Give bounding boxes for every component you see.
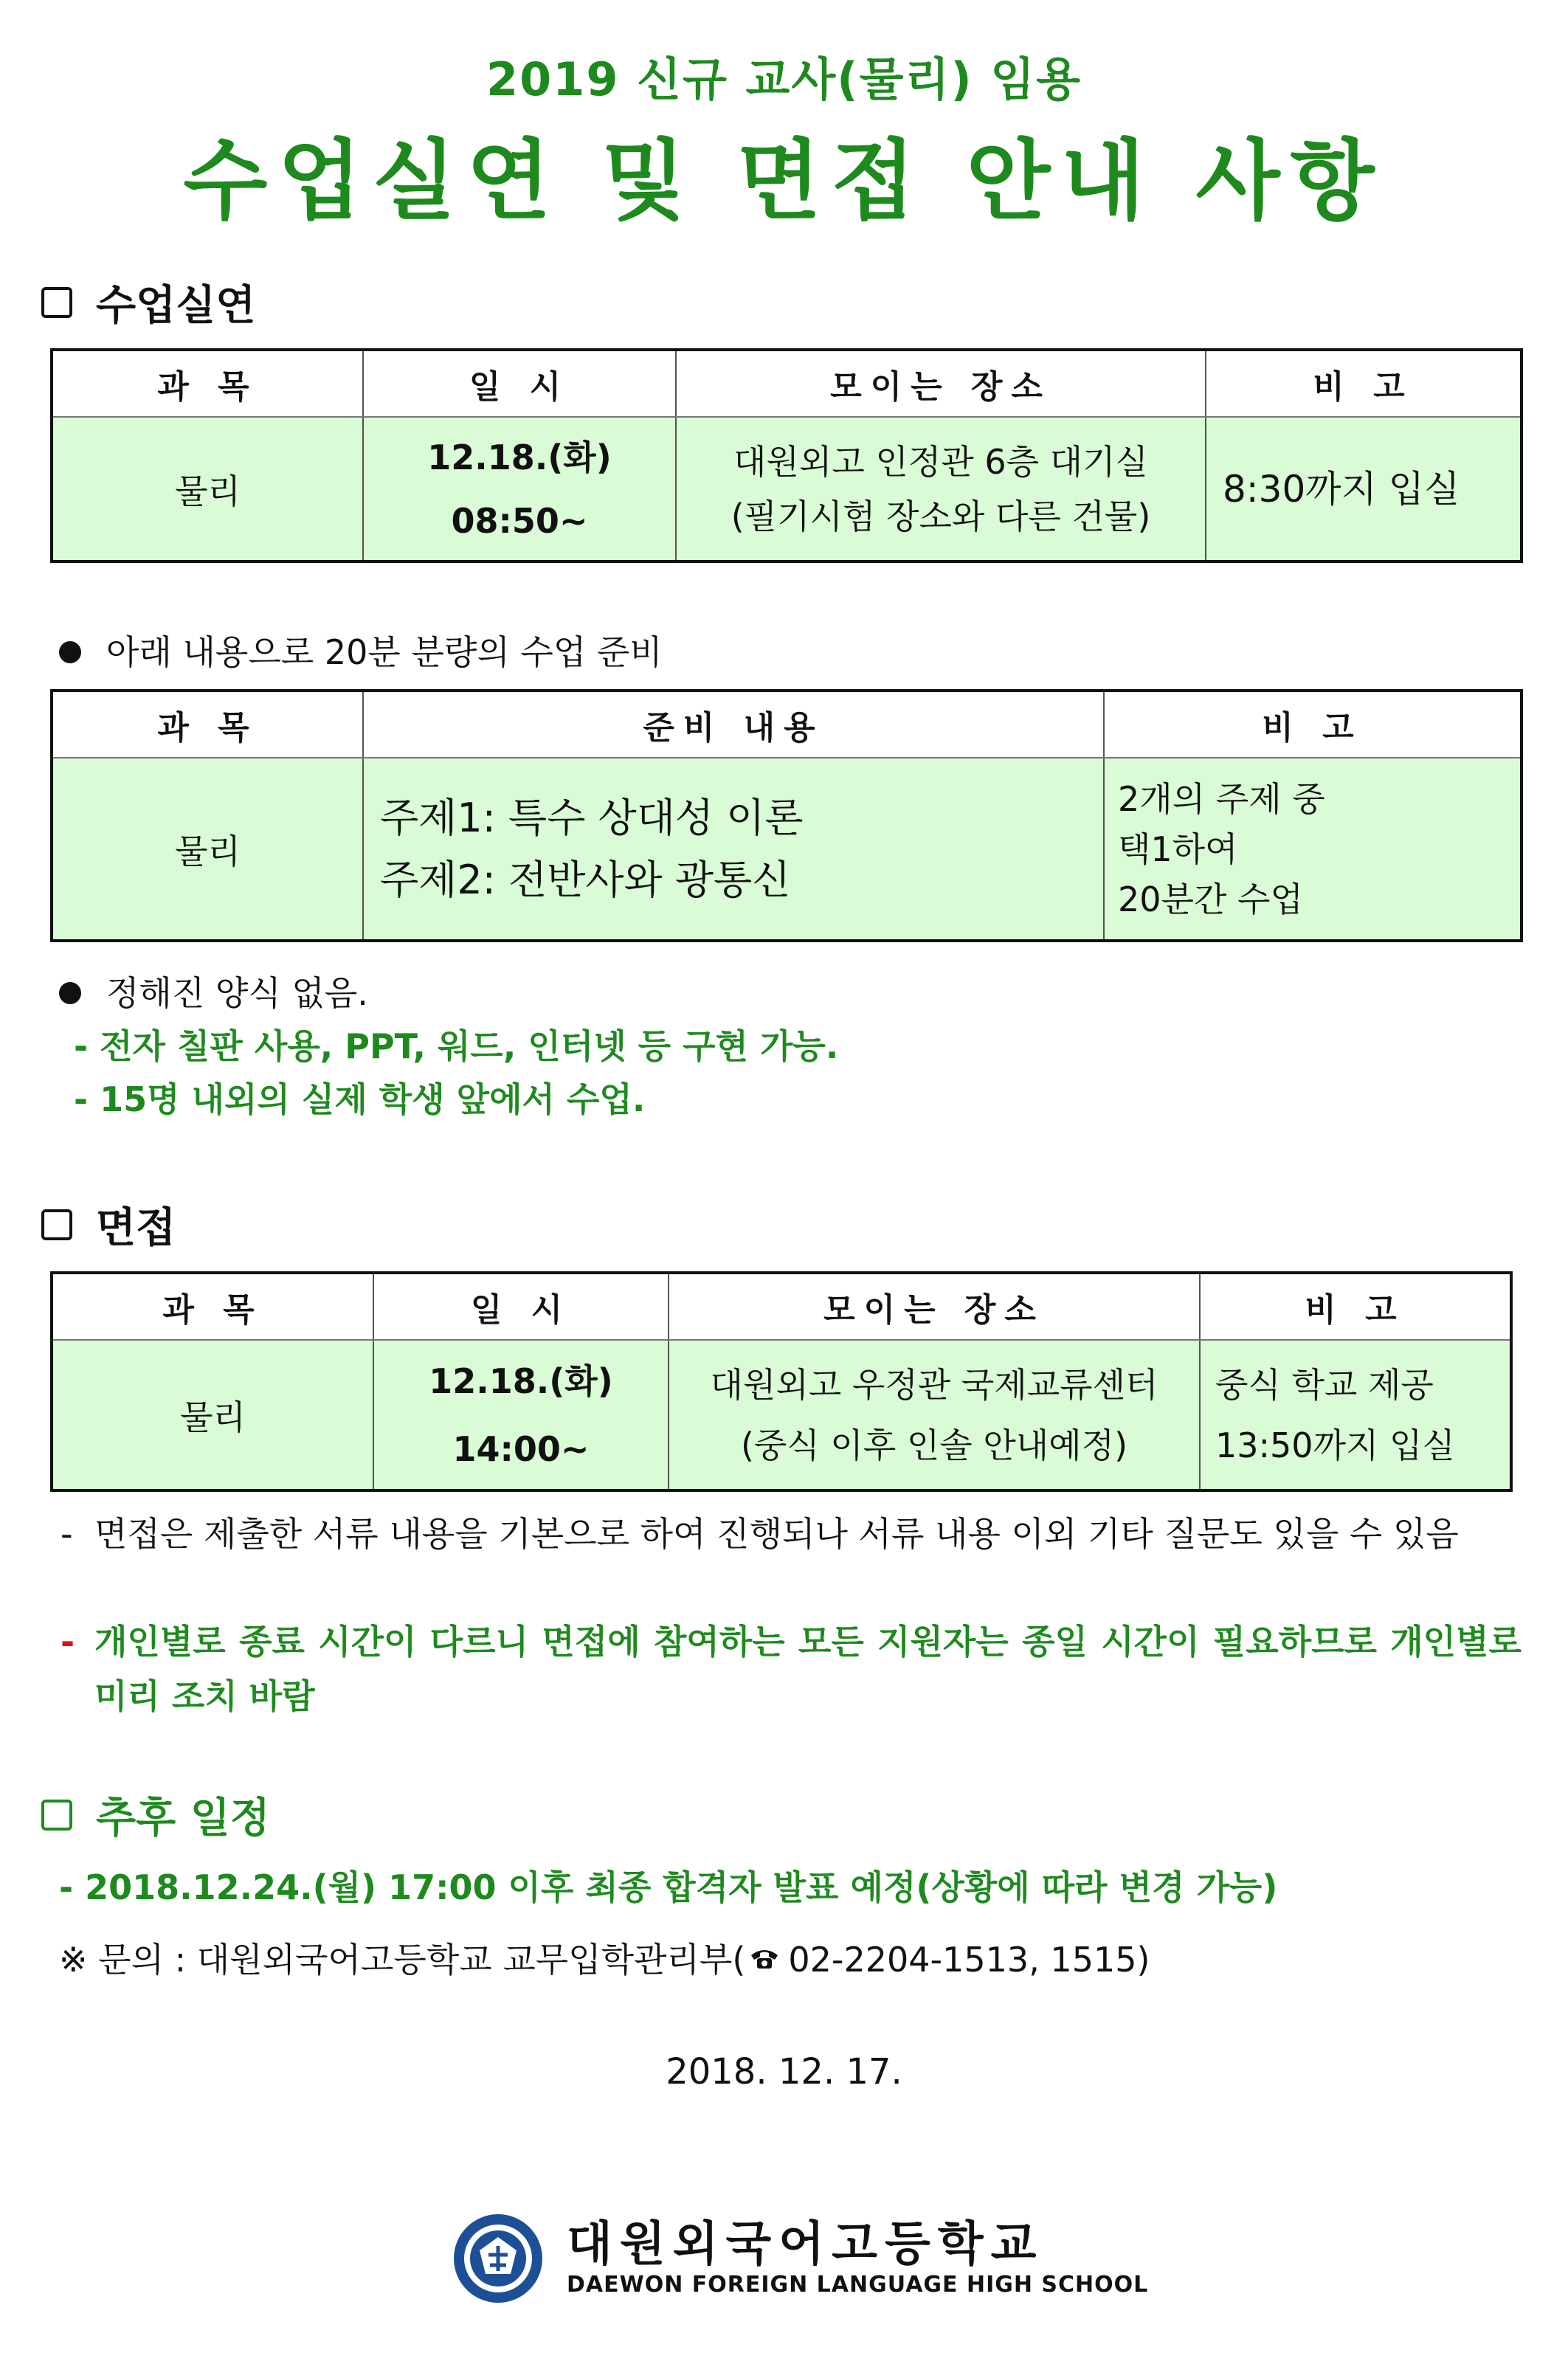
note-line: 2개의 주제 중: [1118, 778, 1325, 819]
contact-line: [59, 1933, 1150, 1982]
place-line: (필기시험 장소와 다른 건물): [731, 496, 1151, 536]
table-header-row: [52, 350, 1522, 417]
time-text: 14:00~: [452, 1428, 590, 1469]
school-name-en: DAEWON FOREIGN LANGUAGE HIGH SCHOOL: [567, 2272, 1149, 2298]
header-subject: 과 목: [52, 1273, 373, 1340]
contact-prefix: ※ 문의 : 대원외국어고등학교 교무입학관리부(: [59, 1940, 746, 1980]
section-heading-demo: [41, 273, 255, 332]
date-text: 12.18.(화): [429, 1361, 613, 1401]
section-title: 추후 일정: [96, 1794, 270, 1842]
document-date: 2018. 12. 17.: [666, 2051, 902, 2092]
date-text: 12.18.(화): [427, 437, 612, 477]
format-note-text: 정해진 양식 없음.: [106, 973, 368, 1013]
telephone-icon: [748, 1940, 781, 1980]
place-cell: [676, 417, 1206, 561]
format-note: [59, 967, 368, 1015]
table-header-row: [52, 1273, 1511, 1340]
place-cell: [669, 1340, 1200, 1490]
table-row: [52, 1340, 1511, 1490]
subject-cell: 물리: [52, 1340, 373, 1490]
school-logo: [452, 2212, 1148, 2305]
place-line: 대원외고 인정관 6층 대기실: [733, 441, 1148, 482]
schedule-item: - 2018.12.24.(월) 17:00 이후 최종 합격자 발표 예정(상황에 따라 변경 가능): [59, 1867, 1278, 1907]
dash-marker: -: [61, 1622, 75, 1662]
header-place: 모이는 장소: [676, 350, 1206, 417]
subject-cell: 물리: [52, 758, 363, 941]
datetime-cell: [373, 1340, 669, 1490]
note-cell: [1200, 1340, 1511, 1490]
header-datetime: 일 시: [363, 350, 676, 417]
school-name-ko: 대원외국어고등학교: [567, 2217, 1044, 2272]
header-datetime: 일 시: [373, 1273, 669, 1340]
note-text: 개인별로 종료 시간이 다르니 면접에 참여하는 모든 지원자는 종일 시간이 필요하므로 개인별로 미리 조치 바람: [94, 1622, 1522, 1716]
page-title: 수업실연 및 면접 안내 사항: [183, 130, 1385, 232]
header-place: 모이는 장소: [669, 1273, 1200, 1340]
table-header-row: [52, 691, 1522, 758]
dash-marker: -: [61, 1514, 73, 1554]
interview-table: [50, 1271, 1513, 1492]
header-note: 비 고: [1206, 350, 1522, 417]
bullet-icon: [59, 641, 81, 663]
table-row: [52, 758, 1522, 941]
note-line: 중식 학교 제공: [1215, 1364, 1434, 1405]
table-row: [52, 417, 1522, 561]
contact-phone: 02-2204-1513, 1515): [788, 1940, 1150, 1980]
note-line: 20분간 수업: [1118, 879, 1303, 919]
prep-table: [50, 689, 1523, 942]
subtitle: 2019 신규 교사(물리) 임용: [486, 52, 1082, 106]
header-subject: 과 목: [52, 350, 363, 417]
header-note: 비 고: [1104, 691, 1522, 758]
checkbox-icon: [41, 287, 72, 318]
demo-table: [50, 348, 1523, 563]
note-cell: [1104, 758, 1522, 941]
subject-cell: 물리: [52, 417, 363, 561]
section-title: 면접: [96, 1204, 176, 1252]
note-cell: 8:30까지 입실: [1206, 417, 1522, 561]
bullet-icon: [59, 982, 81, 1004]
header-subject: 과 목: [52, 691, 363, 758]
place-line: (중식 이후 인솔 안내예정): [740, 1425, 1128, 1465]
section-heading-schedule: [41, 1786, 270, 1845]
note-text: 면접은 제출한 서류 내용을 기본으로 하여 진행되나 서류 내용 이외 기타 질문도 있을 수 있음: [94, 1514, 1459, 1554]
section-heading-interview: [41, 1195, 176, 1254]
interview-note-2: [61, 1614, 1522, 1724]
school-emblem-icon: [452, 2212, 545, 2305]
checkbox-icon: [41, 1209, 72, 1240]
prep-intro: [59, 626, 663, 674]
prep-intro-text: 아래 내용으로 20분 분량의 수업 준비: [106, 632, 663, 672]
section-title: 수업실연: [96, 282, 256, 330]
school-name-block: [567, 2218, 1148, 2299]
time-text: 08:50~: [451, 500, 588, 541]
datetime-cell: [363, 417, 676, 561]
green-note: - 15명 내외의 실제 학생 앞에서 수업.: [74, 1079, 646, 1119]
checkbox-icon: [41, 1800, 72, 1831]
note-line: 택1하여: [1118, 829, 1238, 869]
note-line: 13:50까지 입실: [1215, 1425, 1455, 1465]
place-line: 대원외고 우정관 국제교류센터: [710, 1364, 1158, 1405]
header-content: 준비 내용: [363, 691, 1104, 758]
topic-line: 주제1: 특수 상대성 이론: [380, 794, 804, 841]
topics-cell: [363, 758, 1104, 941]
interview-note-1: [61, 1507, 1522, 1561]
topic-line: 주제2: 전반사와 광통신: [380, 856, 791, 903]
green-note: - 전자 칠판 사용, PPT, 워드, 인터넷 등 구현 가능.: [74, 1026, 839, 1066]
header-note: 비 고: [1200, 1273, 1511, 1340]
